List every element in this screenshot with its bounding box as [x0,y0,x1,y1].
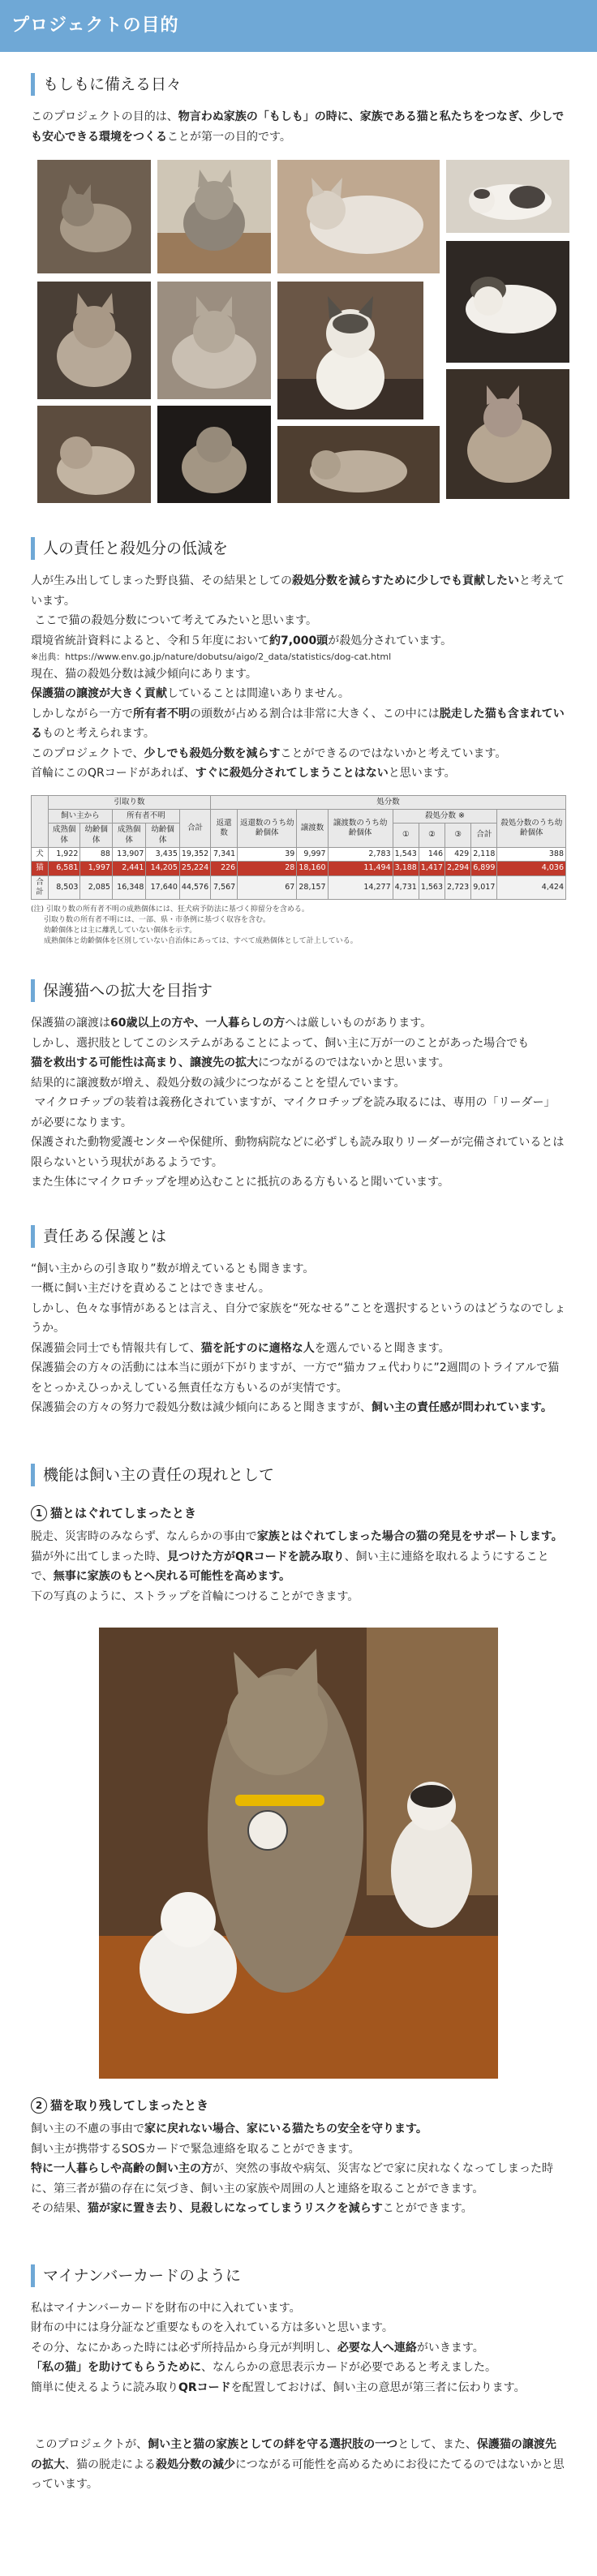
paragraph: 簡単に使えるように読み取りQRコードを配置しておけば、飼い主の意思が第三者に伝わります。 [31,2380,526,2394]
table-header: 幼齢個体 [80,824,113,848]
table-header: 合計 [471,824,497,848]
paragraph: このプロジェクトで、少しでも殺処分数を減らすことができるのではないかと考えています。 [31,746,507,760]
paragraph: 首輪にこのQRコードがあれば、すぐに殺処分されてしまうことはないと思います。 [31,767,456,780]
paragraph: また生体にマイクロチップを埋め込むことに抵抗のある方もいると聞いています。 [31,1176,449,1189]
paragraph: その分、なにかあった時には必ず所持品から身元が判明し、必要な人へ連絡がいきます。 [31,2341,484,2355]
number-badge: 1 [31,1505,47,1521]
table-header: 引取り数 [48,795,210,809]
paragraph: 私はマイナンバーカードを財布の中に入れています。 [31,2301,301,2315]
paragraph: 保護された動物愛護センターや保健所、動物病院などに必ずしも読み取りリーダーが完備されているとは限らないという現状があるようです。 [31,1136,565,1169]
table-header: 返還数 [211,809,238,847]
paragraph: マイクロチップの装着は義務化されていますが、マイクロチップを読み取るには、専用の「リーダー」が必要になります。 [31,1096,556,1129]
paragraph: 結果的に譲渡数が増え、殺処分数の減少につながることを望んでいます。 [31,1076,406,1090]
paragraph: 一概に飼い主だけを責めることはできません。 [31,1282,270,1296]
paragraph: “飼い主からの引き取り”数が増えているとも聞きます。 [31,1262,315,1275]
paragraph: 保護猫の譲渡が大きく貢献していることは間違いありません。 [31,687,350,700]
cat-photo [277,282,423,419]
source-citation: ※出典：https://www.env.go.jp/nature/dobutsu/aigo/2_data/statistics/dog-cat.html [31,652,392,662]
table-header: ③ [445,824,471,848]
section-expand [0,979,597,1193]
paragraph: その結果、猫が家に置き去り、見殺しになってしまうリスクを減らすことができます。 [31,2202,473,2216]
section-heading: マイナンバーカードのように [31,2264,566,2287]
paragraph: 環境省統計資料によると、令和５年度において約7,000頭が殺処分されています。 [31,634,453,647]
section-mynumber [0,2264,597,2495]
cat-photo [157,406,271,503]
cat-photo [157,282,271,399]
section-heading: 保護猫への拡大を目指す [31,979,566,1002]
paragraph: 現在、猫の殺処分数は減少傾向にあります。 [31,667,257,681]
statistics-table [31,795,566,901]
paragraph: 特に一人暮らしや高齢の飼い主の方が、突然の事故や病気、災害などで家に戻れなくなってしまった時に、第三者が猫の存在に気づき、飼い主の家族や周囲の人と連絡を取ることができます。 [31,2162,553,2195]
closing-paragraph: このプロジェクトが、飼い主と猫の家族としての絆を守る選択肢の一つとして、また、保護猫の譲渡先の拡大、猫の脱走による殺処分数の減少につながる可能性を高めるためにお役にたてるのではないかと思っています。 [31,2438,565,2492]
table-header: 殺処分数のうち幼齢個体 [497,809,566,847]
section-heading: 責任ある保護とは [31,1225,566,1248]
section-heading: 人の責任と殺処分の低減を [31,537,566,560]
number-badge: 2 [31,2097,47,2114]
table-header: 譲渡数 [297,809,328,847]
subheading-left-behind: 2 猫を取り残してしまったとき [31,2095,566,2116]
paragraph: 猫が外に出てしまった時、見つけた方がQRコードを読み取り、飼い主に連絡を取れるようにすることで、無事に家族のもとへ戻れる可能性を高めます。 [31,1550,549,1584]
cat-with-strap-photo [99,1628,498,2079]
page-title-bar [0,0,597,52]
cat-photo [37,406,151,503]
table-row: 犬 1,922 88 13,907 3,435 19,352 7,341 39 9,997 2,783 1,543 146 429 2,118 388 [32,847,566,861]
cat-photo [157,160,271,273]
table-notes: (注) 引取り数の所有者不明の成熟個体には、狂犬病予防法に基づく抑留分を含める。 引取り数の所有者不明には、一部、県・市条例に基づく収容を含む。 幼齢個体とは主に離乳していない個体を示す。 成熟個体と幼齢個体を区別していない自治体にあっては、すべて成熟個体として計上している。 [31,905,358,946]
section-responsibility [0,537,597,947]
paragraph: このプロジェクトの目的は、物言わぬ家族の「もしも」の時に、家族である猫と私たちをつなぎ、少しでも安心できる環境をつくることが第一の目的です。 [31,110,565,144]
paragraph: 下の写真のように、ストラップを首輪につけることができます。 [31,1589,359,1603]
section-function [0,1464,597,2219]
paragraph: しかし、選択肢としてこのシステムがあることによって、飼い主に万が一のことがあった場合でも [31,1036,530,1050]
paragraph: しかし、色々な事情があるとは言え、自分で家族を“死なせる”ことを選択するというのはどうなのでしょうか。 [31,1301,566,1335]
table-header: ① [393,824,419,848]
section-heading: 機能は飼い主の責任の現れとして [31,1464,566,1486]
table-row: 合計 8,503 2,085 16,348 17,640 44,576 7,567 67 28,157 14,277 4,731 1,563 2,723 9,017 4,424 [32,875,566,900]
table-header: 飼い主から [48,809,112,823]
table-header: 譲渡数のうち幼齢個体 [328,809,393,847]
table-row: 猫 6,581 1,997 2,441 14,205 25,224 226 28 18,160 11,494 3,188 1,417 2,294 6,899 4,036 [32,862,566,875]
paragraph: ここで猫の殺処分数について考えてみたいと思います。 [34,614,318,627]
cat-photo [446,241,569,363]
section-heading: もしもに備える日々 [31,73,566,96]
paragraph: 脱走、災害時のみならず、なんらかの事由で家族とはぐれてしまった場合の猫の発見をサポートします。 [31,1530,563,1544]
paragraph: 保護猫会の方々の努力で殺処分数は減少傾向にあると聞きますが、飼い主の責任感が問われています。 [31,1401,552,1415]
cat-photo [277,426,440,503]
table-header: 合計 [179,809,210,847]
subheading-lost-cat: 1 猫とはぐれてしまったとき [31,1503,566,1524]
cat-photo [277,160,440,273]
table-header: ② [419,824,445,848]
paragraph: 猫を救出する可能性は高まり、譲渡先の拡大につながるのではないかと思います。 [31,1056,450,1070]
paragraph: 「私の猫」を助けてもらうために、なんらかの意思表示カードが必要であると考えました。 [31,2361,496,2375]
paragraph: しかしながら一方で所有者不明の頭数が占める割合は非常に大きく、この中には脱走した猫も含まれているものと考えられます。 [31,707,565,740]
section-prepare [0,73,597,505]
table-header: 返還数のうち幼齢個体 [238,809,297,847]
paragraph: 財布の中には身分証など重要なものを入れている方は多いと思います。 [31,2321,393,2335]
cat-photo [37,160,151,273]
paragraph: 保護猫の譲渡は60歳以上の方や、一人暮らしの方へは厳しいものがあります。 [31,1017,432,1030]
cat-photo [446,369,569,499]
page-title: プロジェクトの目的 [11,15,179,36]
table-header: 処分数 [211,795,566,809]
table-header: 殺処分数 ※ [393,809,497,823]
paragraph: 保護猫会同士でも情報共有して、猫を託すのに適格な人を選んでいると聞きます。 [31,1341,450,1355]
table-header [32,795,49,847]
section-protection [0,1225,597,1418]
cat-photo [37,282,151,399]
paragraph: 保護猫会の方々の活動には本当に頭が下がりますが、一方で“猫カフェ代わりに”2週間のトライアルで猫をとっかえひっかえしている無責任な方もいるのが実情です。 [31,1361,560,1395]
paragraph: 人が生み出してしまった野良猫、その結果としての殺処分数を減らすために少しでも貢献したいと考えています。 [31,574,565,608]
table-header: 幼齢個体 [146,824,179,848]
cat-photo [446,160,569,233]
table-header: 成熟個体 [112,824,145,848]
paragraph: 飼い主の不慮の事由で家に戻れない場合、家にいる猫たちの安全を守ります。 [31,2122,427,2136]
paragraph: 飼い主が携帯するSOSカードで緊急連絡を取ることができます。 [31,2142,360,2156]
table-header: 成熟個体 [48,824,80,848]
table-header: 所有者不明 [112,809,179,823]
cat-photo-collage [31,160,566,505]
